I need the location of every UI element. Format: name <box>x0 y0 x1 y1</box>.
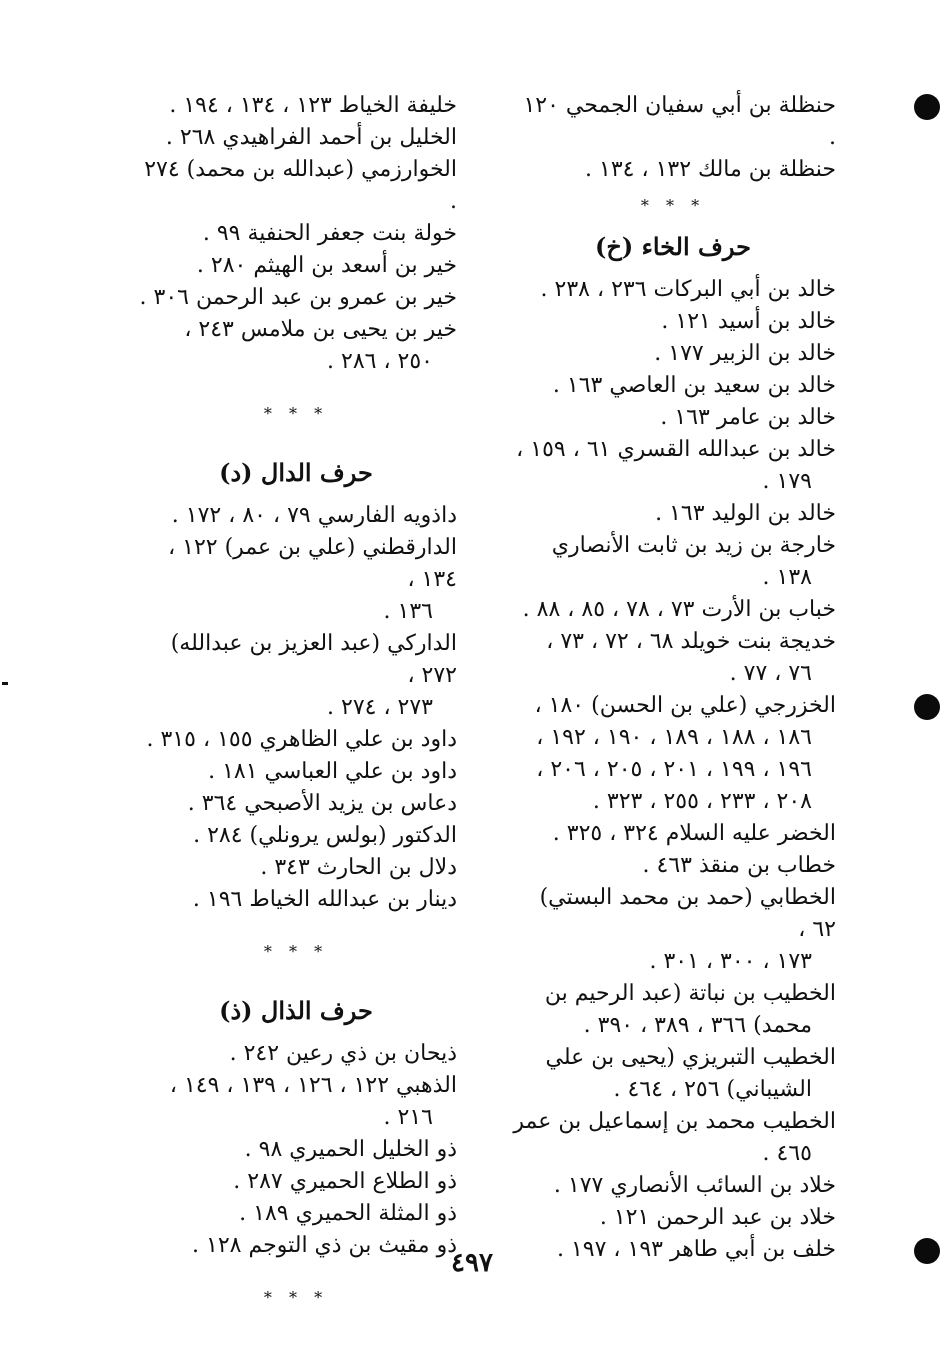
index-entry: خولة بنت جعفر الحنفية ٩٩ . <box>202 221 457 246</box>
spacer <box>135 378 457 394</box>
index-entry: الخطيب بن نباتة (عبد الرحيم بن <box>544 981 836 1006</box>
index-entry: خباب بن الأرت ٧٣ ، ٧٨ ، ٨٥ ، ٨٨ . <box>522 597 836 622</box>
index-column-left <box>135 90 457 1322</box>
index-entry: خالد بن عبدالله القسري ٦١ ، ١٥٩ ، <box>516 437 836 462</box>
index-entry-continuation: ٢٥٠ ، ٢٨٦ . <box>327 349 433 374</box>
index-entry-continuation: الشيباني) ٢٥٦ ، ٤٦٤ . <box>613 1077 812 1102</box>
index-entry: خالد بن سعيد بن العاصي ١٦٣ . <box>552 373 836 398</box>
index-entry: دعاس بن يزيد الأصبحي ٣٦٤ . <box>187 791 457 816</box>
binder-hole-top <box>914 94 940 120</box>
index-entry-continuation: ١٣٦ . <box>383 599 433 624</box>
section-separator: * * * <box>640 196 706 215</box>
spacer <box>135 438 457 454</box>
index-entry-continuation: ١٣٨ . <box>762 565 812 590</box>
spacer <box>135 976 457 992</box>
index-entry: خطاب بن منقذ ٤٦٣ . <box>642 853 836 878</box>
index-entry: خديجة بنت خويلد ٦٨ ، ٧٢ ، ٧٣ ، <box>546 629 836 654</box>
index-entry: خير بن أسعد بن الهيثم ٢٨٠ . <box>196 253 457 278</box>
index-entry: خلاد بن السائب الأنصاري ١٧٧ . <box>553 1173 836 1198</box>
index-entry-continuation: ١٧٣ ، ٣٠٠ ، ٣٠١ . <box>649 949 812 974</box>
index-entry: الخطيب التبريزي (يحيى بن علي <box>545 1045 836 1070</box>
index-entry: خالد بن أبي البركات ٢٣٦ ، ٢٣٨ . <box>540 277 836 302</box>
index-entry: ذو الطلاع الحميري ٢٨٧ . <box>233 1169 457 1194</box>
index-entry: خلاد بن عبد الرحمن ١٢١ . <box>599 1205 836 1230</box>
section-separator: * * * <box>263 942 329 961</box>
index-entry: الخزرجي (علي بن الحسن) ١٨٠ ، <box>534 693 836 718</box>
index-entry-continuation: ٢٠٨ ، ٢٣٣ ، ٢٥٥ ، ٣٢٣ . <box>592 789 812 814</box>
index-entry: حنظلة بن مالك ١٣٢ ، ١٣٤ . <box>585 157 836 182</box>
index-entry: خير بن عمرو بن عبد الرحمن ٣٠٦ . <box>139 285 457 310</box>
index-entry: ذو الخليل الحميري ٩٨ . <box>244 1137 457 1162</box>
index-entry-continuation: ١٧٩ . <box>762 469 812 494</box>
index-entry: خارجة بن زيد بن ثابت الأنصاري <box>551 533 836 558</box>
index-entry: الخطيب محمد بن إسماعيل بن عمر <box>513 1109 836 1134</box>
index-entry: خير بن يحيى بن ملامس ٢٤٣ ، <box>184 317 457 342</box>
index-entry: داذويه الفارسي ٧٩ ، ٨٠ ، ١٧٢ . <box>171 503 457 528</box>
margin-mark <box>2 682 8 685</box>
index-entry-continuation: ٢١٦ . <box>383 1105 433 1130</box>
section-heading: حرف الدال (د) <box>219 458 373 487</box>
index-entry: دينار بن عبدالله الخياط ١٩٦ . <box>192 887 457 912</box>
index-entry: الدكتور (بولس يرونلي) ٢٨٤ . <box>193 823 457 848</box>
index-entry: خليفة الخياط ١٢٣ ، ١٣٤ ، ١٩٤ . <box>169 93 457 118</box>
section-heading: حرف الخاء (خ) <box>595 232 751 261</box>
index-entry: ذو المثلة الحميري ١٨٩ . <box>239 1201 457 1226</box>
index-entry-continuation: ٤٦٥ . <box>762 1141 812 1166</box>
index-entry: خالد بن الوليد ١٦٣ . <box>655 501 836 526</box>
section-separator: * * * <box>263 404 329 423</box>
index-entry: الدارقطني (علي بن عمر) ١٢٢ ، ١٣٤ ، <box>168 535 457 592</box>
page-number: ٤٩٧ <box>451 1248 493 1278</box>
index-entry: خالد بن أسيد ١٢١ . <box>661 309 836 334</box>
index-entry-continuation: ١٩٦ ، ١٩٩ ، ٢٠١ ، ٢٠٥ ، ٢٠٦ ، <box>536 757 812 782</box>
index-column-right <box>510 90 836 1266</box>
index-entry: دلال بن الحارث ٣٤٣ . <box>260 855 457 880</box>
index-entry-continuation: محمد) ٣٦٦ ، ٣٨٩ ، ٣٩٠ . <box>583 1013 812 1038</box>
index-entry: خالد بن الزبير ١٧٧ . <box>654 341 836 366</box>
index-entry: داود بن علي الظاهري ١٥٥ ، ٣١٥ . <box>146 727 457 752</box>
index-entry: خلف بن أبي طاهر ١٩٣ ، ١٩٧ . <box>556 1237 836 1262</box>
index-entry: خالد بن عامر ١٦٣ . <box>660 405 836 430</box>
section-heading: حرف الذال (ذ) <box>219 996 373 1025</box>
binder-hole-middle <box>914 694 940 720</box>
index-entry: ذو مقيث بن ذي التوجم ١٢٨ . <box>192 1233 457 1258</box>
index-entry: الخضر عليه السلام ٣٢٤ ، ٣٢٥ . <box>552 821 836 846</box>
section-separator: * * * <box>263 1288 329 1307</box>
index-entry: الخليل بن أحمد الفراهيدي ٢٦٨ . <box>165 125 457 150</box>
index-entry: حنظلة بن أبي سفيان الجمحي ١٢٠ . <box>523 93 836 150</box>
index-entry-continuation: ٢٧٣ ، ٢٧٤ . <box>327 695 433 720</box>
spacer <box>135 916 457 932</box>
index-entry: ذيحان بن ذي رعين ٢٤٢ . <box>229 1041 457 1066</box>
index-entry: داود بن علي العباسي ١٨١ . <box>208 759 457 784</box>
index-entry-continuation: ٧٦ ، ٧٧ . <box>729 661 812 686</box>
index-entry: الداركي (عبد العزيز بن عبدالله) ٢٧٢ ، <box>170 631 457 688</box>
index-entry: الذهبي ١٢٢ ، ١٢٦ ، ١٣٩ ، ١٤٩ ، <box>169 1073 457 1098</box>
index-entry: الخوارزمي (عبدالله بن محمد) ٢٧٤ . <box>144 157 457 214</box>
index-entry-continuation: ١٨٦ ، ١٨٨ ، ١٨٩ ، ١٩٠ ، ١٩٢ ، <box>536 725 812 750</box>
index-entry: الخطابي (حمد بن محمد البستي) ٦٢ ، <box>539 885 836 942</box>
